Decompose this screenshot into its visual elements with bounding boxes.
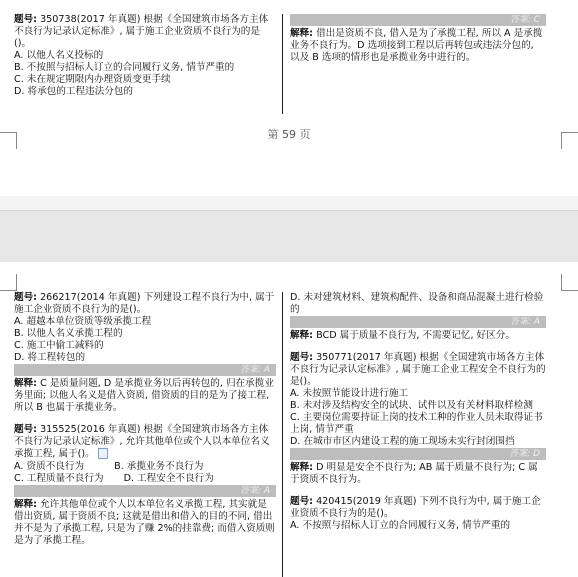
explanation: 解释: C 是质量问题, D 是承揽业务以后再转包的, 归在承揽业务里面; 以他人名义是借入资质, 借资质的目的是为了接工程, 所以 B 也属于承揽业务。 [14,378,274,413]
option-d: D. 在城市市区内建设工程的施工现场未实行封闭围挡 [290,436,515,447]
paste-options-icon[interactable] [98,448,108,459]
question-text: 题号: 315525(2016 年真题) 根据《全国建筑市场各方主体不良行为记录认定标准》, 允许其他单位或个人以本单位名义承揽工程, 属于()。 [14,424,270,460]
option-a: A. 未按照节能设计进行施工 [290,388,409,399]
answer-bar: 答案: A [14,485,276,497]
option-d: D. 将工程转包的 [14,352,86,363]
explanation: 解释: D 明显是安全不良行为; AB 属于质量不良行为; C 属于资质不良行为。 [290,462,538,485]
column-divider [282,14,283,114]
right-column [290,292,546,532]
option-b: B. 未对涉及结构安全的试块、试件以及有关材料取样检测 [290,400,533,411]
option-a: A. 不按照与招标人订立的合同履行义务, 情节严重的 [290,520,511,531]
explanation: 解释: 允许其他单位或个人以本单位名义承揽工程, 其实就是借出资质, 属于资质不良; 这就是借出和借入的目的不同, 借出并不是为了承揽工程, 只是为了赚 2%的挂靠费; 而借入资质则是为了承揽工程。 [14,498,275,546]
option-a: A. 以他人名义投标的 [14,50,104,61]
option-c: C. 施工中偷工减料的 [14,340,104,351]
page-corner-mark [561,274,578,291]
answer-bar: 答案: A [14,364,276,376]
explanation: 解释: BCD 属于质量不良行为, 不需要记忆, 好区分。 [290,330,515,341]
option-a: A. 超越本单位资质等级承揽工程 [14,316,152,327]
option-b: B. 不按照与招标人订立的合同履行义务, 情节严重的 [14,62,235,73]
page-corner-mark [0,132,17,149]
option-c: C. 未在规定期限内办理资质变更手续 [14,74,171,85]
column-divider [282,292,283,577]
document-page-60 [0,262,578,577]
answer-bar: 答案: D [290,448,546,460]
page-gap [0,196,578,262]
explanation: 解释: 借出是资质不良, 借入是为了承揽工程, 所以 A 是承揽业务不良行为。D 选项接到工程以后再转包或违法分包的, 以及 B 选项的情形也是承揽业务中进行的。 [290,28,543,63]
option-c: C. 主要岗位需要持证上岗的技术工种的作业人员未取得证书上岗, 情节严重 [290,412,543,435]
left-column [14,292,276,547]
page-corner-mark [561,132,578,149]
option-d-continued: D. 未对建筑材料、建筑构配件、设备和商品混凝土进行检验的 [290,292,544,315]
option-b: B. 以他人名义承揽工程的 [14,328,123,339]
page-corner-mark [0,274,17,291]
answer-block-350738 [290,14,546,64]
question-text: 题号: 420415(2019 年真题) 下列不良行为中, 属于施工企业资质不良行为的是()。 [290,496,541,519]
answer-bar: 答案: A [290,316,546,328]
question-text: 题号: 350738(2017 年真题) 根据《全国建筑市场各方主体不良行为记录认定标准》, 属于施工企业资质不良行为的是()。 [14,14,269,49]
page-number: 第 59 页 [267,128,311,141]
question-number-label: 题号: [14,14,38,25]
question-text: 题号: 350771(2017 年真题) 根据《全国建筑市场各方主体不良行为记录认定标准》, 属于施工企业工程安全不良行为的是()。 [290,352,546,387]
page-separator [0,196,578,211]
question-block-350738 [14,14,276,98]
option-row: A. 资质不良行为 B. 承揽业务不良行为 [14,460,204,472]
question-text: 题号: 266217(2014 年真题) 下列建设工程不良行为中, 属于施工企业资质不良行为的是()。 [14,292,275,315]
answer-bar: 答案: C [290,14,546,26]
option-d: D. 将承包的工程违法分包的 [14,86,134,97]
document-page-59 [0,0,578,196]
option-row: C. 工程质量不良行为 D. 工程安全不良行为 [14,472,214,484]
